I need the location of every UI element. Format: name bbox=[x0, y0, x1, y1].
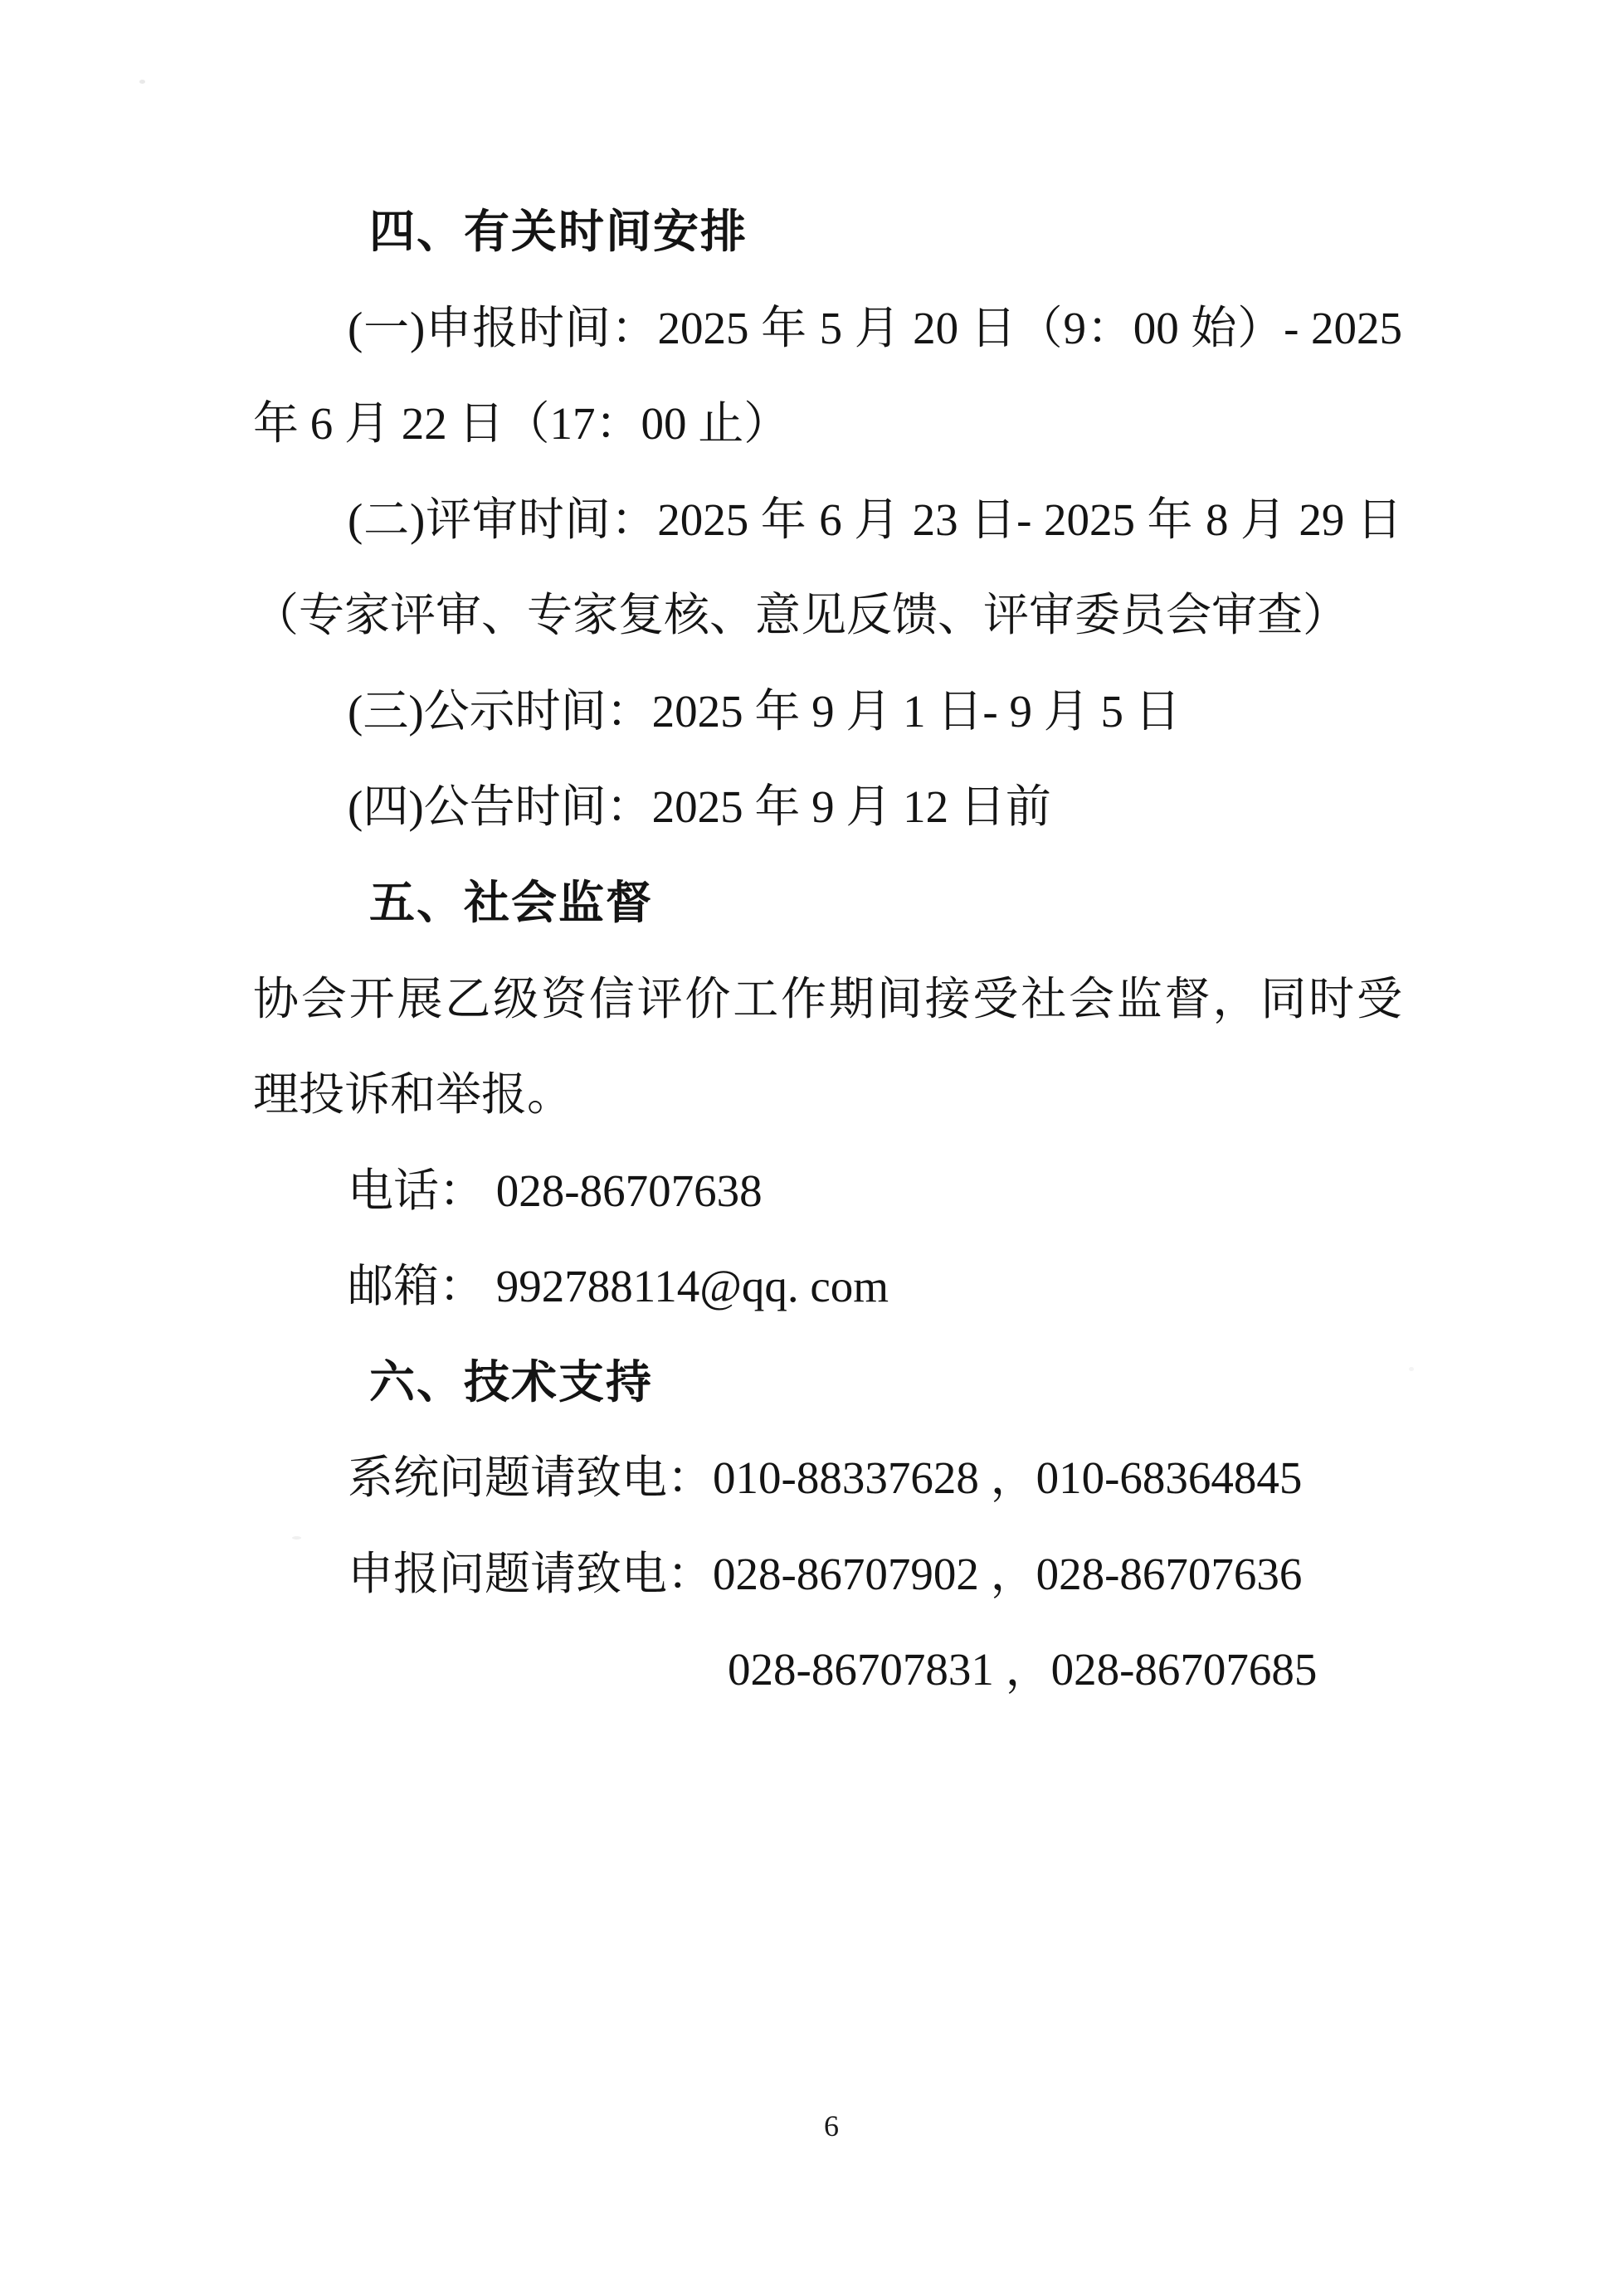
system-support-phone-line: 系统问题请致电：010-88337628 ，010-68364845 bbox=[348, 1452, 1303, 1503]
section-4-item-3-publicity-time: (三)公示时间：2025 年 9 月 1 日- 9 月 5 日 bbox=[348, 686, 1181, 737]
section-5-heading: 五、社会监督 bbox=[369, 878, 654, 928]
scan-speckle bbox=[1409, 1367, 1414, 1371]
scan-speckle bbox=[292, 1536, 301, 1540]
section-4-item-2-review-time-line-2: （专家评审、专家复核、意见反馈、评审委员会审查） bbox=[253, 590, 1349, 640]
supervision-email-line: 邮箱： 992788114@qq. com bbox=[348, 1261, 889, 1311]
section-4-item-1-declare-time-line-2: 年 6 月 22 日（17：00 止） bbox=[253, 398, 790, 449]
section-4-item-1-declare-time-line-1: (一)申报时间：2025 年 5 月 20 日（9：00 始）- 2025 bbox=[348, 303, 1402, 353]
section-4-heading: 四、有关时间安排 bbox=[369, 207, 748, 257]
section-4-item-4-announcement-time: (四)公告时间：2025 年 9 月 12 日前 bbox=[348, 781, 1051, 832]
section-6-heading: 六、技术支持 bbox=[369, 1357, 654, 1408]
application-support-phone-line-2: 028-86707831 ，028-86707685 bbox=[728, 1644, 1318, 1695]
section-5-paragraph-line-2: 理投诉和举报。 bbox=[253, 1069, 573, 1120]
scan-speckle bbox=[139, 80, 145, 84]
section-5-paragraph-line-1: 协会开展乙级资信评价工作期间接受社会监督，同时受 bbox=[253, 974, 1402, 1024]
application-support-phone-line-1: 申报问题请致电：028-86707902 ，028-86707636 bbox=[348, 1549, 1303, 1599]
page-number: 6 bbox=[824, 2109, 839, 2143]
supervision-phone-line: 电话： 028-86707638 bbox=[348, 1165, 763, 1216]
section-4-item-2-review-time-line-1: (二)评审时间：2025 年 6 月 23 日- 2025 年 8 月 29 日 bbox=[348, 494, 1402, 545]
